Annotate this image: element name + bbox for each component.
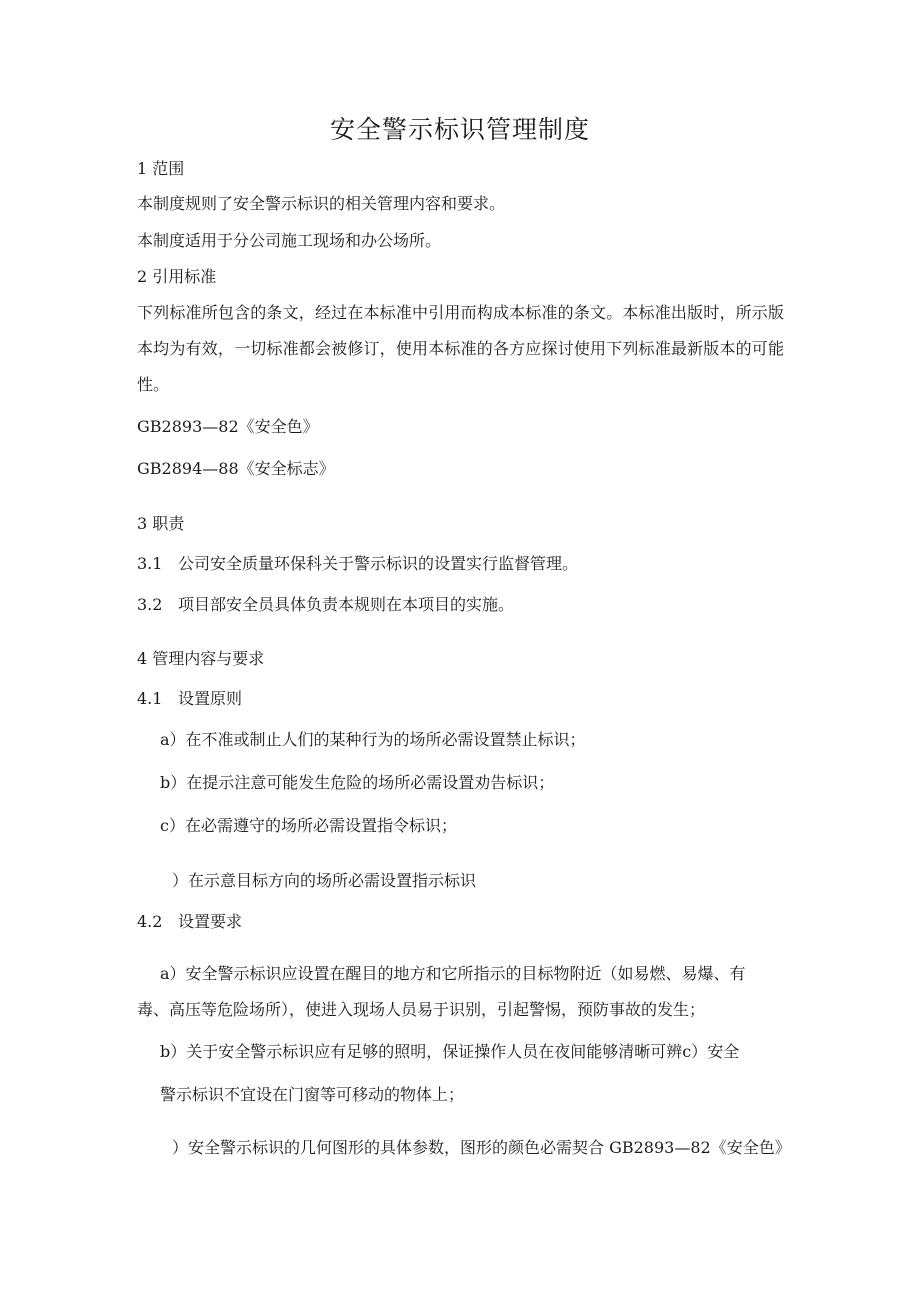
- section-4-1: [137, 688, 242, 710]
- clause-text: 设置要求: [178, 912, 243, 931]
- standard-reference-2: GB2894—88《安全标志》: [137, 459, 335, 478]
- section-1-paragraph-1: 本制度规则了安全警示标识的相关管理内容和要求。: [137, 194, 506, 213]
- document-title: 安全警示标识管理制度: [329, 115, 590, 144]
- principle-b: b）在提示注意可能发生危险的场所必需设置劝告标识；: [160, 773, 555, 792]
- clause-text: 设置原则: [178, 689, 243, 708]
- section-4-heading: 4 管理内容与要求: [137, 649, 265, 668]
- requirement-a-line-2: 毒、高压等危险场所），使进入现场人员易于识别，引起警惕，预防事故的发生；: [137, 1000, 706, 1019]
- section-2-paragraph: 下列标准所包含的条文，经过在本标准中引用而构成本标准的条文。本标准出版时，所示版本均为有效，一切标准都会被修订，使用本标准的各方应探讨使用下列标准最新版本的可能性。: [137, 303, 784, 394]
- requirement-b-line-2: 警示标识不宜设在门窗等可移动的物体上；: [160, 1085, 465, 1104]
- principle-c: c）在必需遵守的场所必需设置指令标识；: [160, 816, 457, 835]
- principle-a: a）在不准或制止人们的某种行为的场所必需设置禁止标识；: [160, 730, 586, 749]
- standard-reference-1: GB2893—82《安全色》: [137, 417, 319, 436]
- clause-number: 3.1: [137, 554, 163, 573]
- clause-number: 3.2: [137, 595, 163, 614]
- section-3-1: [137, 553, 578, 575]
- requirement-b-line-1: b）关于安全警示标识应有足够的照明，保证操作人员在夜间能够清晰可辨c）安全: [160, 1042, 740, 1061]
- section-3-heading: 3 职责: [137, 514, 185, 533]
- principle-d: ）在示意目标方向的场所必需设置指示标识: [172, 871, 477, 890]
- clause-text: 公司安全质量环保科关于警示标识的设置实行监督管理。: [178, 554, 579, 573]
- section-4-2: [137, 911, 242, 933]
- requirement-a-line-1: a）安全警示标识应设置在醒目的地方和它所指示的目标物附近（如易燃、易爆、有: [160, 964, 746, 983]
- section-1-paragraph-2: 本制度适用于分公司施工现场和办公场所。: [137, 231, 442, 250]
- clause-text: 项目部安全员具体负责本规则在本项目的实施。: [178, 595, 515, 614]
- clause-number: 4.2: [137, 912, 163, 931]
- section-2-heading: 2 引用标准: [137, 267, 217, 286]
- section-1-heading: 1 范围: [137, 159, 185, 178]
- requirement-d-line-1: ）安全警示标识的几何图形的具体参数，图形的颜色必需契合 GB2893—82《安全色》: [172, 1138, 791, 1157]
- section-3-2: [137, 594, 514, 616]
- clause-number: 4.1: [137, 689, 163, 708]
